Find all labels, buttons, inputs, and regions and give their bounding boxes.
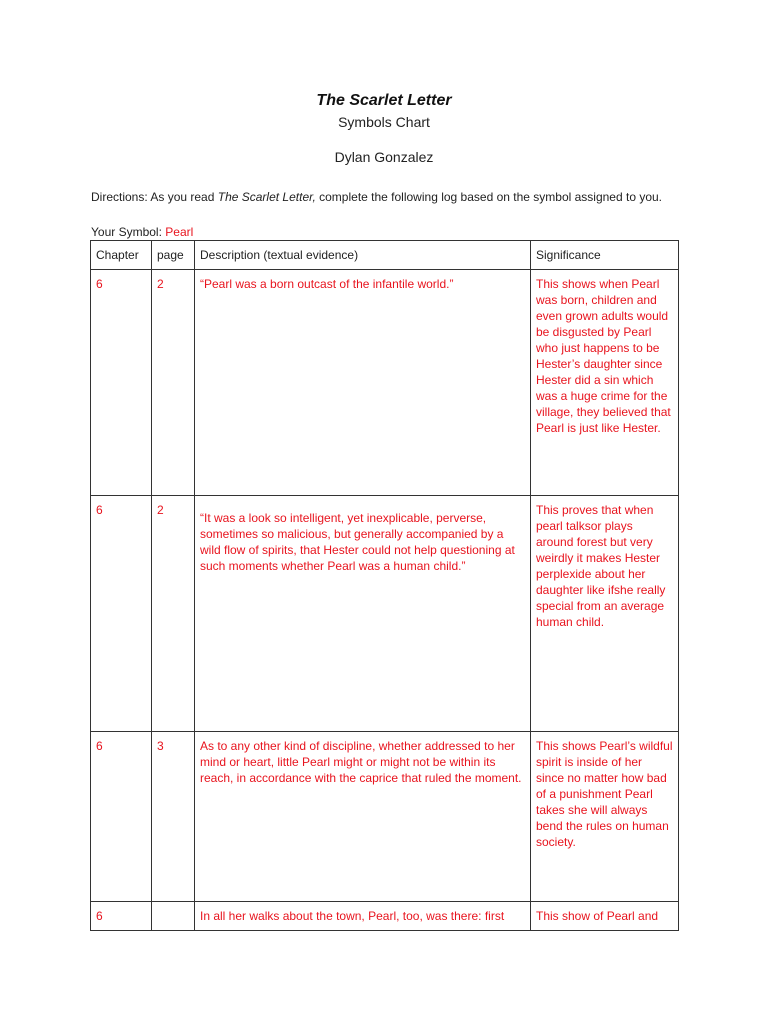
cell-chapter: 6 <box>91 732 152 902</box>
symbol-label: Your Symbol: <box>91 225 166 239</box>
symbol-line <box>91 225 193 239</box>
header-chapter: Chapter <box>91 241 152 270</box>
header-page: page <box>152 241 195 270</box>
table-row <box>91 270 679 496</box>
directions-text <box>91 190 681 205</box>
header-description: Description (textual evidence) <box>195 241 531 270</box>
directions-book-title: The Scarlet Letter, <box>217 190 316 204</box>
table-row <box>91 902 679 931</box>
table-row <box>91 496 679 732</box>
cell-chapter: 6 <box>91 902 152 931</box>
cell-description: “Pearl was a born outcast of the infantile world.” <box>195 270 531 496</box>
cell-description: “It was a look so intelligent, yet inexplicable, perverse, sometimes so malicious, but generally accompanied by a wild flow of spirits, that Hester could not help questioning at such moments whether Pearl was a human child.” <box>195 496 531 732</box>
directions-prefix: Directions: As you read <box>91 190 218 204</box>
cell-significance: This show of Pearl and <box>531 902 679 931</box>
document-title: The Scarlet Letter <box>316 92 452 109</box>
cell-description: In all her walks about the town, Pearl, too, was there: first <box>195 902 531 931</box>
cell-page: 2 <box>152 270 195 496</box>
header-significance: Significance <box>531 241 679 270</box>
cell-significance: This shows Pearl’s wildful spirit is inside of her since no matter how bad of a punishment Pearl takes she will always bend the rules on human society. <box>531 732 679 902</box>
cell-page: 2 <box>152 496 195 732</box>
cell-significance: This shows when Pearl was born, children and even grown adults would be disgusted by Pearl who just happens to be Hester’s daughter since Hester did a sin which was a huge crime for the village, they believed that Pearl is just like Hester. <box>531 270 679 496</box>
symbols-log-table <box>90 240 679 931</box>
cell-page <box>152 902 195 931</box>
table-header-row <box>91 241 679 270</box>
table-row <box>91 732 679 902</box>
cell-description: As to any other kind of discipline, whether addressed to her mind or heart, little Pearl might or might not be within its reach, in accordance with the caprice that ruled the moment. <box>195 732 531 902</box>
directions-suffix: complete the following log based on the symbol assigned to you. <box>315 190 663 204</box>
cell-significance: This proves that when pearl talksor plays around forest but very weirdly it makes Hester perplexide about her daughter like ifshe really special from an average human child. <box>531 496 679 732</box>
author-name: Dylan Gonzalez <box>334 149 434 165</box>
cell-page: 3 <box>152 732 195 902</box>
symbol-value: Pearl <box>165 225 194 239</box>
cell-chapter: 6 <box>91 496 152 732</box>
document-subtitle: Symbols Chart <box>338 114 430 130</box>
cell-chapter: 6 <box>91 270 152 496</box>
